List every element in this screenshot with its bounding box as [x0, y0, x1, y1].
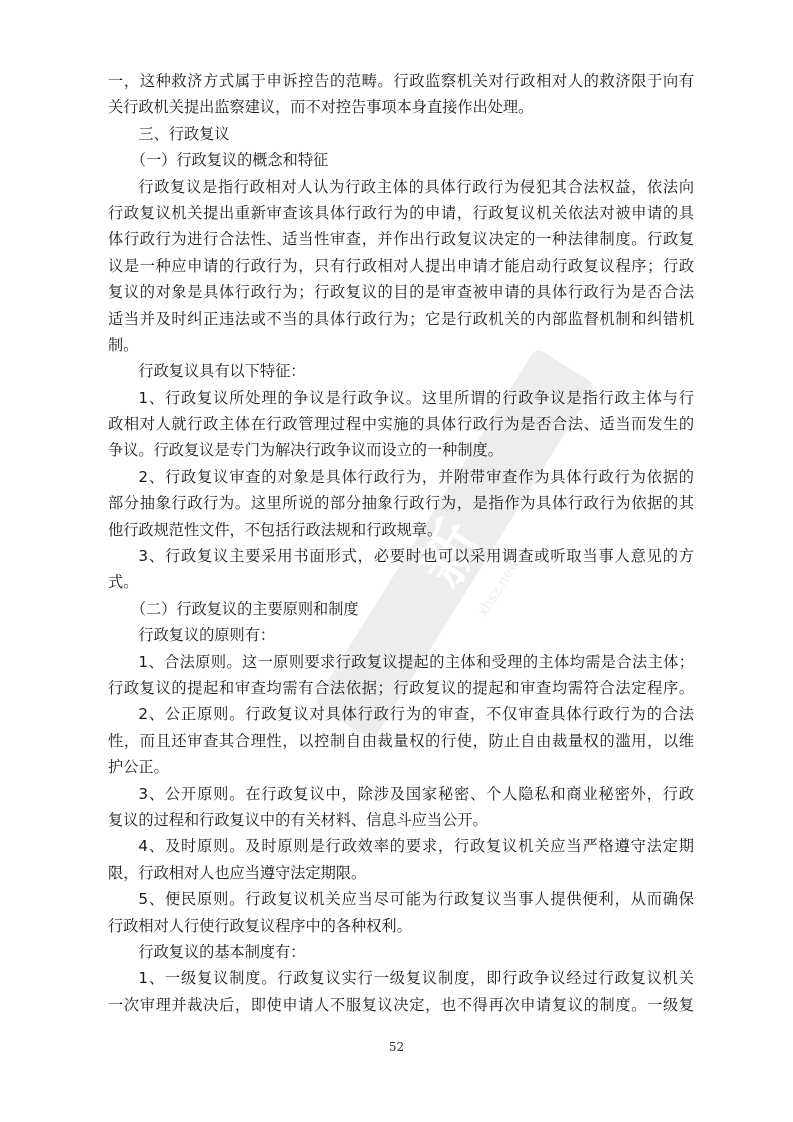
text-line: 部分抽象行政行为。这里所说的部分抽象行政行为，是指作为具体行政行为依据的其	[108, 494, 694, 513]
text-line: 政相对人就行政主体在行政管理过程中实施的具体行政行为是否合法、适当而发生的	[108, 415, 694, 434]
text-line: 议是一种应申请的行政行为，只有行政相对人提出申请才能启动行政复议程序；行政	[108, 256, 694, 275]
text-line: （一）行政复议的概念和特征	[130, 151, 329, 170]
text-line: 一次审理并裁决后，即使申请人不服复议决定，也不得再次申请复议的制度。一级复	[108, 995, 694, 1014]
page-number: 52	[388, 1040, 405, 1054]
text-line: 行政复议的提起和审查均需有合法依据；行政复议的提起和审查均需符合法定程序。	[108, 678, 694, 697]
text-line: 体行政行为进行合法性、适当性审查，并作出行政复议决定的一种法律制度。行政复	[108, 230, 694, 249]
text-line: 1、行政复议所处理的争议是行政争议。这里所谓的行政争议是指行政主体与行	[138, 388, 694, 407]
text-line: 1、一级复议制度。行政复议实行一级复议制度，即行政争议经过行政复议机关	[138, 969, 694, 988]
text-line: 三、行政复议	[138, 124, 230, 143]
text-line: 复议的对象是具体行政行为；行政复议的目的是审查被申请的具体行政行为是否合法	[108, 283, 694, 302]
text-line: 制。	[108, 335, 139, 354]
text-line: 他行政规范性文件，不包括行政法规和行政规章。	[108, 520, 443, 539]
watermark-url-text: xhsz.news	[474, 550, 527, 620]
text-line: 争议。行政复议是专门为解决行政争议而设立的一种制度。	[108, 441, 503, 460]
document-body	[108, 68, 694, 1018]
text-line: 行政复议是指行政相对人认为行政主体的具体行政行为侵犯其合法权益，依法向	[138, 177, 694, 196]
text-line: 行政复议的基本制度有：	[138, 942, 306, 961]
text-line: 1、合法原则。这一原则要求行政复议提起的主体和受理的主体均需是合法主体；	[138, 652, 694, 671]
text-line: 复议的过程和行政复议中的有关材料、信息斗应当公开。	[108, 810, 488, 829]
text-line: 行政相对人行使行政复议程序中的各种权利。	[108, 916, 412, 935]
text-line: 适当并及时纠正违法或不当的具体行政行为；它是行政机关的内部监督机制和纠错机	[108, 309, 694, 328]
text-line: 3、公开原则。在行政复议中，除涉及国家秘密、个人隐私和商业秘密外，行政	[138, 784, 694, 803]
text-line: 3、行政复议主要采用书面形式，必要时也可以采用调查或听取当事人意见的方	[138, 547, 694, 566]
text-line: 关行政机关提出监察建议，而不对控告事项本身直接作出处理。	[108, 98, 534, 117]
text-line: 5、便民原则。行政复议机关应当尽可能为行政复议当事人提供便利，从而确保	[138, 890, 694, 909]
text-line: 一，这种救济方式属于申诉控告的范畴。行政监察机关对行政相对人的救济限于向有	[108, 72, 694, 90]
text-line: 行政复议的原则有：	[138, 626, 276, 645]
text-line: 2、行政复议审查的对象是具体行政行为，并附带审查作为具体行政行为依据的	[138, 467, 694, 486]
text-line: （二）行政复议的主要原则和制度	[130, 599, 359, 618]
text-line: 限，行政相对人也应当遵守法定期限。	[108, 863, 367, 882]
text-line: 护公正。	[108, 758, 169, 777]
watermark-main-text: 新	[405, 509, 497, 598]
text-line: 2、公正原则。行政复议对具体行政行为的审查，不仅审查具体行政行为的合法	[138, 705, 694, 724]
text-line: 行政复议机关提出重新审查该具体行政行为的申请，行政复议机关依法对被申请的具	[108, 203, 694, 222]
text-line: 行政复议具有以下特征：	[138, 362, 306, 381]
text-line: 式。	[108, 573, 139, 592]
text-line: 性，而且还审查其合理性，以控制自由裁量权的行使，防止自由裁量权的滥用，以维	[108, 731, 694, 750]
text-line: 4、及时原则。及时原则是行政效率的要求，行政复议机关应当严格遵守法定期	[138, 837, 694, 856]
